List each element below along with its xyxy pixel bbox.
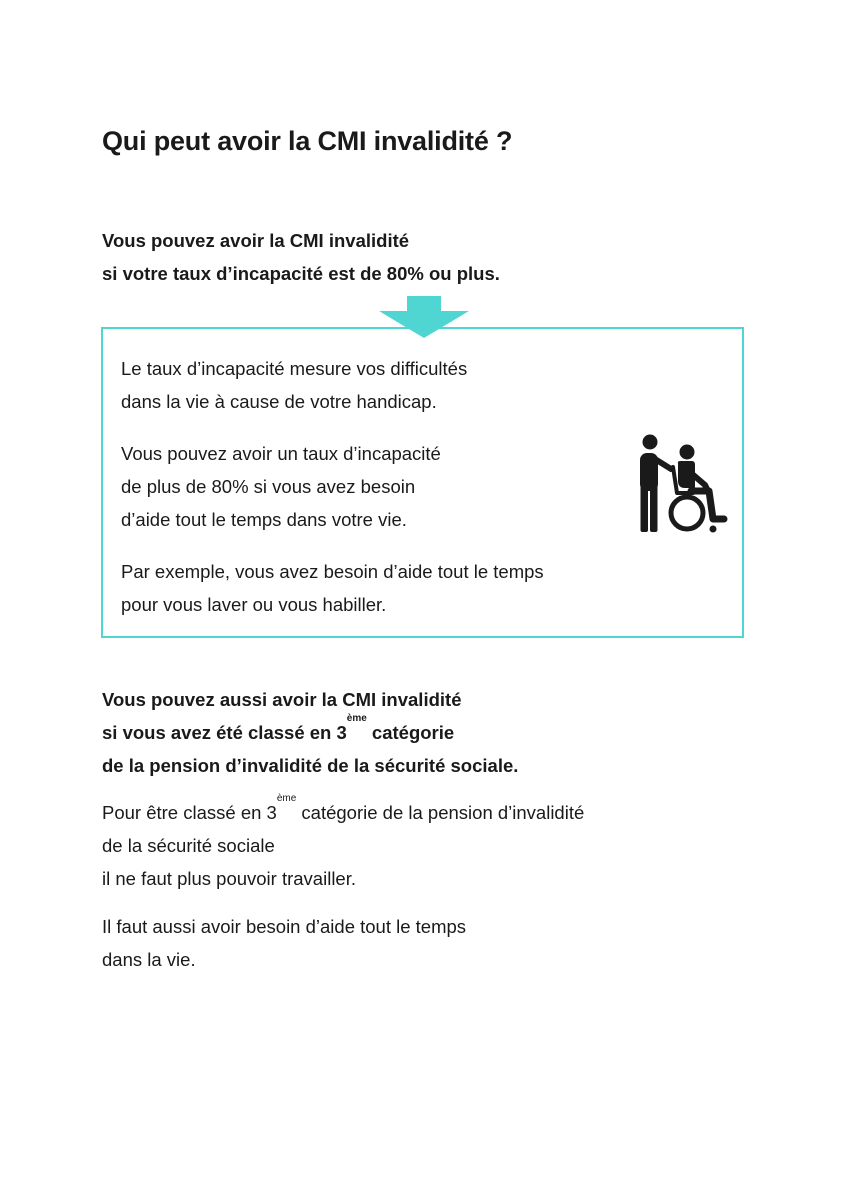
explanation-line-1 bbox=[102, 793, 585, 829]
intro-statement bbox=[102, 224, 500, 290]
category-3-explanation bbox=[102, 793, 585, 895]
info-p1-line-2: dans la vie à cause de votre handicap. bbox=[121, 391, 437, 412]
info-p2-line-3: d’aide tout le temps dans votre vie. bbox=[121, 509, 407, 530]
arrow-down-icon bbox=[379, 296, 469, 338]
info-p2-line-2: de plus de 80% si vous avez besoin bbox=[121, 476, 416, 497]
info-p3-line-2: pour vous laver ou vous habiller. bbox=[121, 594, 387, 615]
cat3-line-3: de la pension d’invalidité de la sécurité sociale. bbox=[102, 755, 519, 776]
page-title: Qui peut avoir la CMI invalidité ? bbox=[102, 126, 513, 156]
help-line-2: dans la vie. bbox=[102, 949, 196, 970]
help-requirement bbox=[102, 910, 466, 976]
info-paragraph-definition bbox=[121, 352, 467, 418]
info-p1-line-1: Le taux d’incapacité mesure vos difficultés bbox=[121, 358, 468, 379]
help-line-1: Il faut aussi avoir besoin d’aide tout le temps bbox=[102, 916, 467, 937]
explanation-line-1-before: Pour être classé en 3 bbox=[102, 802, 277, 823]
cat3-line-2-after: catégorie bbox=[366, 722, 455, 743]
intro-line-1: Vous pouvez avoir la CMI invalidité bbox=[102, 230, 410, 251]
info-p2-line-1: Vous pouvez avoir un taux d’incapacité bbox=[121, 443, 441, 464]
info-paragraph-threshold bbox=[121, 437, 441, 536]
category-3-statement bbox=[102, 683, 518, 782]
info-p3-line-1: Par exemple, vous avez besoin d’aide tout le temps bbox=[121, 561, 544, 582]
explanation-line-2: de la sécurité sociale bbox=[102, 835, 275, 856]
cat3-line-1: Vous pouvez aussi avoir la CMI invalidité bbox=[102, 689, 462, 710]
cat3-line-2-before: si vous avez été classé en 3 bbox=[102, 722, 347, 743]
ordinal-superscript: ème bbox=[276, 793, 297, 804]
intro-line-2: si votre taux d’incapacité est de 80% ou plus. bbox=[102, 263, 500, 284]
ordinal-superscript: ème bbox=[346, 713, 367, 724]
explanation-line-3: il ne faut plus pouvoir travailler. bbox=[102, 868, 356, 889]
info-paragraph-example bbox=[121, 555, 544, 621]
person-pushing-wheelchair-icon bbox=[637, 433, 729, 535]
cat3-line-2 bbox=[102, 713, 518, 749]
explanation-line-1-after: catégorie de la pension d’invalidité bbox=[296, 802, 585, 823]
